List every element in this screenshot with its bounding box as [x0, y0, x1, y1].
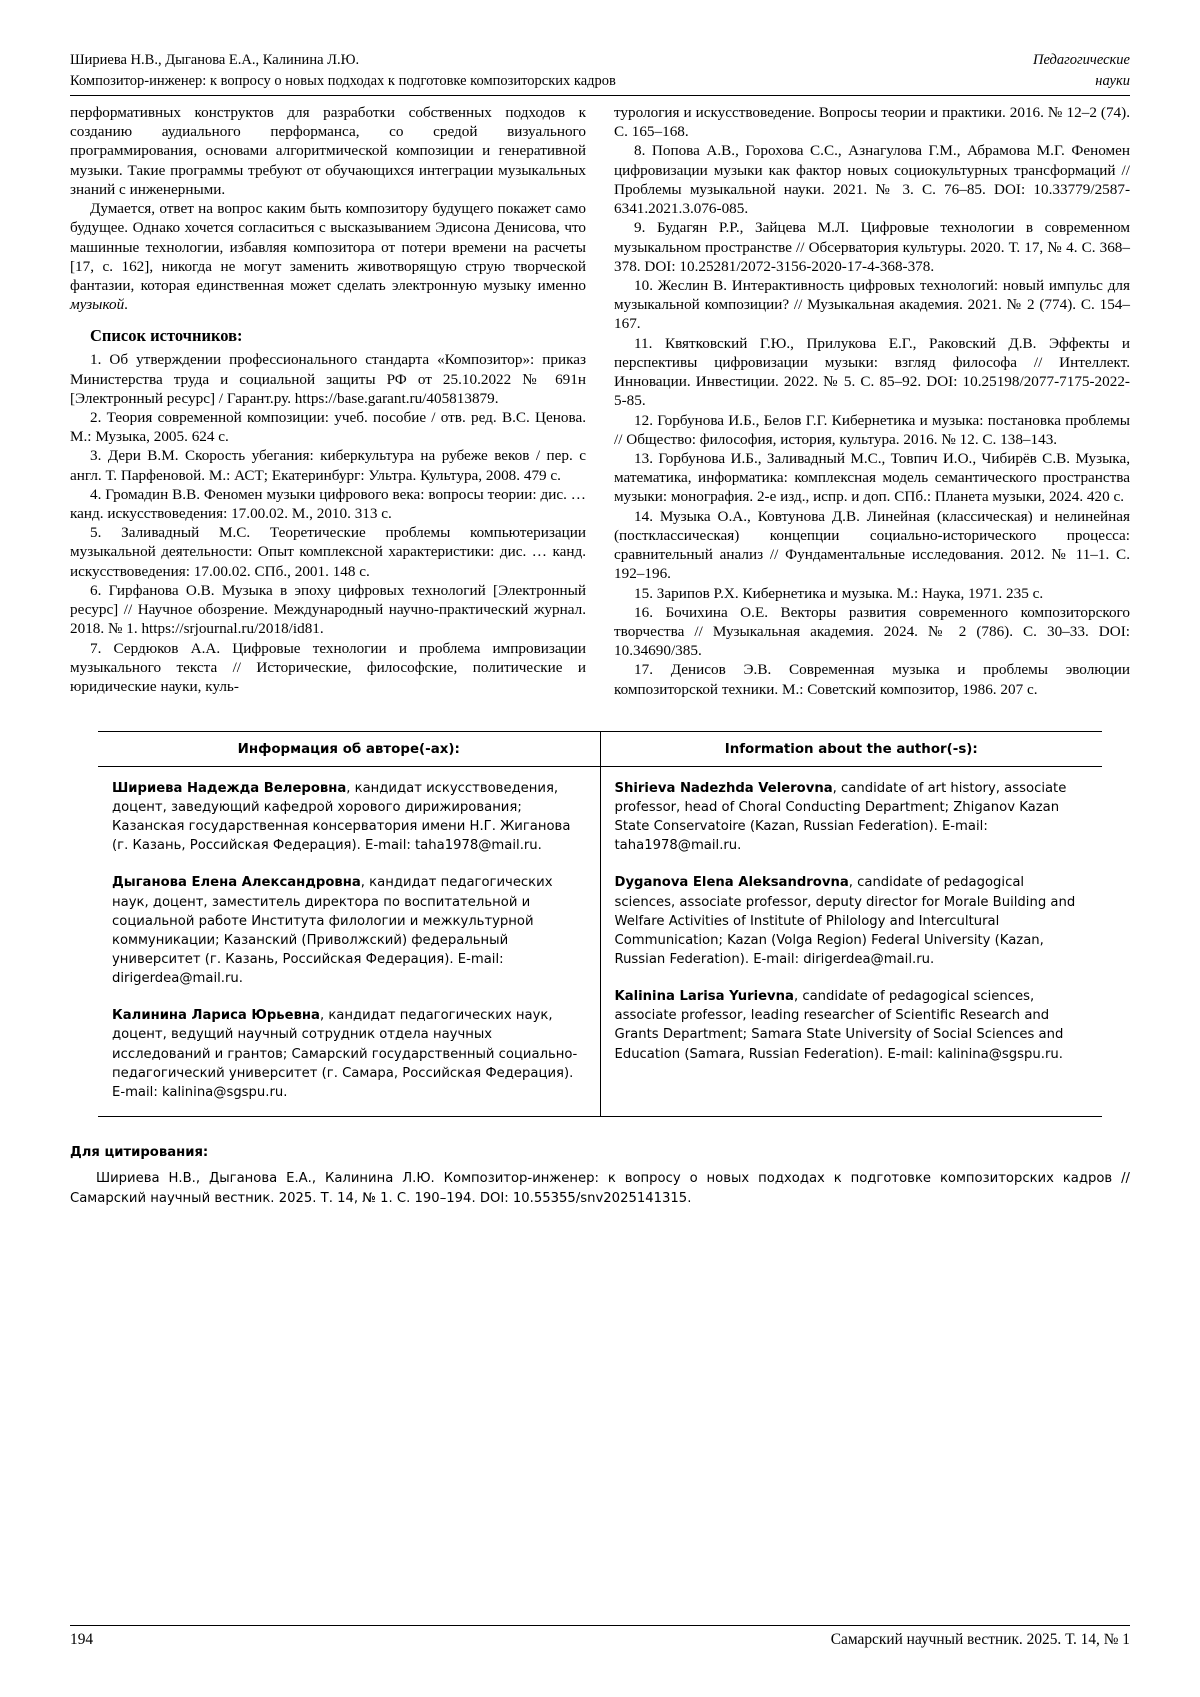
reference-item: 2. Теория современной композиции: учеб. пособие / отв. ред. В.С. Ценова. М.: Музыка, 2005. 624 с. [70, 408, 586, 446]
author-affiliation: , кандидат педагогических наук, доцент, ведущий научный сотрудник отдела научных исследований и грантов; Самарский государственный социально-педагогический университет (г. Самара, Российская Федерация). E-mail: kalinina@sgspu.ru. [112, 1008, 578, 1100]
author-name: Kalinina Larisa Yurievna [614, 989, 794, 1005]
authors-cell-ru [98, 766, 600, 1116]
author-name: Шириева Надежда Велеровна [112, 780, 347, 796]
reference-item: 4. Громадин В.В. Феномен музыки цифрового века: вопросы теории: дис. … канд. искусствоведения: 17.00.02. М., 2010. 313 с. [70, 485, 586, 523]
author-block [112, 873, 584, 988]
conclusion-text-a: Думается, ответ на вопрос каким быть композитору будущего покажет само будущее. Однако хочется согласиться с высказыванием Эдисона Денисова, что машинные технологии, избавляя композитора от потери времени на расчеты [17, с. 162], никогда не могут заменить животворящую струю творческой фантазии, которая единственная может сделать электронную музыку именно [70, 200, 586, 294]
reference-item: 9. Будагян Р.Р., Зайцева М.Л. Цифровые технологии в современном музыкальном пространстве // Обсерватория культуры. 2020. Т. 17, № 4. С. 368–378. DOI: 10.25281/2072-3156-2020-17-4-368-378. [614, 219, 1130, 275]
author-block [615, 873, 1087, 969]
reference-item: 8. Попова А.В., Горохова С.С., Азнагулова Г.М., Абрамова М.Г. Феномен цифровизации музыки как фактор новых социокультурных трансформаций // Проблемы музыкальной науки. 2021. № 3. С. 76–85. DOI: 10.33779/2587-6341.2021.3.076-085. [614, 142, 1130, 218]
reference-item: 6. Гирфанова О.В. Музыка в эпоху цифровых технологий [Электронный ресурс] // Научное обозрение. Международный научно-практический журнал. 2018. № 1. https://srjournal.ru/2018/id81. [70, 581, 586, 638]
running-head-left [70, 50, 854, 92]
page-content [70, 50, 1130, 1208]
paragraph-continued: перформативных конструктов для разработки собственных подходов к созданию аудиального перформанса, со средой визуального программирования, основами алгоритмической композиции и генеративной музыки. Такие программы требуют от обучающихся интеграции музыкальных знаний с инженерными. [70, 104, 586, 198]
author-affiliation: , кандидат искусствоведения, доцент, заведующий кафедрой хорового дирижирования; Казанская государственная консерватория имени Н.Г. Жиганова (г. Казань, Российская Федерация). E-mail: taha1978@mail.ru. [112, 780, 571, 854]
citation-block [70, 1143, 1130, 1208]
running-head-rule [70, 95, 1130, 96]
reference-item: 14. Музыка О.А., Ковтунова Д.В. Линейная (классическая) и нелинейная (постклассическая) концепции социально-исторического процесса: сравнительный анализ // Фундаментальные исследования. 2012. № 11–1. С. 192–196. [614, 507, 1130, 583]
running-head-section-line1: Педагогические [1032, 52, 1130, 68]
conclusion-italic-word: музыкой [70, 296, 125, 314]
reference-item: 1. Об утверждении профессионального стандарта «Композитор»: приказ Министерства труда и социальной защиты РФ от 25.10.2022 № 691н [Электронный ресурс] / Гарант.ру. https://base.garant.ru/405813879. [70, 351, 586, 407]
reference-item: 12. Горбунова И.Б., Белов Г.Г. Кибернетика и музыка: постановка проблемы // Общество: философия, история, культура. 2016. № 12. С. 138–143. [614, 411, 1130, 448]
author-block [112, 1006, 584, 1102]
running-head-authors: Шириева Н.В., Дыганова Е.А., Калинина Л.Ю. [70, 52, 360, 68]
running-head-title: Композитор-инженер: к вопросу о новых подходах к подготовке композиторских кадров [70, 73, 616, 90]
authors-table-body-row [98, 766, 1102, 1116]
reference-item: 10. Жеслин В. Интерактивность цифровых технологий: новый импульс для музыкальной композиции? // Музыкальная академия. 2021. № 2 (774). С. 154–167. [614, 277, 1130, 333]
page-number: 194 [70, 1631, 94, 1648]
page-footer [70, 1625, 1130, 1649]
footer-rule [70, 1625, 1130, 1626]
author-name: Shirieva Nadezhda Velerovna [614, 780, 833, 796]
reference-item: 3. Дери В.М. Скорость убегания: киберкультура на рубеже веков / пер. с англ. Т. Парфеновой. М.: АСТ; Екатеринбург: Ультра. Культура, 2008. 479 с. [70, 447, 586, 484]
citation-text: Шириева Н.В., Дыганова Е.А., Калинина Л.Ю. Композитор-инженер: к вопросу о новых подходах к подготовке композиторских кадров // Самарский научный вестник. 2025. Т. 14, № 1. С. 190–194. DOI: 10.55355/snv2025141315. [70, 1170, 1130, 1206]
author-name: Калинина Лариса Юрьевна [112, 1008, 320, 1024]
author-name: Dyganova Elena Aleksandrovna [614, 875, 849, 891]
author-block [615, 987, 1087, 1064]
author-affiliation: , candidate of pedagogical sciences, associate professor, leading researcher of Scientific Research and Grants Department; Samara State University of Social Sciences and Education (Samara, Russian Federation). E-mail: kalinina@sgspu.ru. [614, 989, 1064, 1062]
reference-item: 16. Бочихина О.Е. Векторы развития современного композиторского творчества // Музыкальная академия. 2024. № 2 (786). С. 30–33. DOI: 10.34690/385. [614, 603, 1130, 660]
reference-item: 5. Заливадный М.С. Теоретические проблемы компьютеризации музыкальной деятельности: Опыт комплексной характеристики: дис. … канд. искусствоведения: 17.00.02. СПб., 2001. 148 с. [70, 524, 586, 580]
running-head-section [876, 50, 1130, 92]
references-heading: Список источников: [90, 326, 243, 346]
running-head-section-line2: науки [1095, 73, 1130, 90]
journal-reference: Самарский научный вестник. 2025. Т. 14, № 1 [830, 1631, 1130, 1648]
reference-item: 11. Квятковский Г.Ю., Прилукова Е.Г., Раковский Д.В. Эффекты и перспективы цифровизации музыки: взгляд философа // Интеллект. Инновации. Инвестиции. 2022. № 5. С. 85–92. DOI: 10.25198/2077-7175-2022-5-85. [614, 334, 1130, 410]
author-affiliation: , candidate of art history, associate professor, head of Choral Conducting Department; Zhiganov Kazan State Conservatoire (Kazan, Russian Federation). E-mail: taha1978@mail.ru. [614, 780, 1067, 854]
authors-cell-en [600, 766, 1102, 1116]
citation-title: Для цитирования: [70, 1144, 209, 1160]
authors-table-header-en: Information about the author(-s): [724, 741, 978, 757]
reference-item-continued: турология и искусствоведение. Вопросы теории и практики. 2016. № 12–2 (74). С. 165–168. [614, 104, 1130, 141]
author-affiliation: , кандидат педагогических наук, доцент, заместитель директора по воспитательной и социальной работе Института филологии и межкультурной коммуникации; Казанский (Приволжский) федеральный университет (г. Казань, Российская Федерация). E-mail: dirigerdea@mail.ru. [112, 875, 553, 987]
authors-table-header-row [98, 731, 1102, 766]
author-affiliation: , candidate of pedagogical sciences, associate professor, deputy director for Morale Building and Welfare Activities of Institute of Philology and Intercultural Communication; Kazan (Volga Region) Federal University (Kazan, Russian Federation). E-mail: dirigerdea@mail.ru. [614, 875, 1076, 967]
reference-item: 7. Сердюков А.А. Цифровые технологии и проблема импровизации музыкального текста // Исторические, философские, политические и юридические науки, куль- [70, 639, 586, 696]
author-name: Дыганова Елена Александровна [112, 875, 361, 891]
author-block [615, 779, 1087, 856]
right-column [614, 103, 1130, 699]
authors-info-table [98, 731, 1102, 1117]
reference-item: 13. Горбунова И.Б., Заливадный М.С., Товпич И.О., Чибирёв С.В. Музыка, математика, информатика: комплексная модель семантического пространства музыки: монография. 2-е изд., испр. и доп. СПб.: Планета музыки, 2024. 420 с. [614, 449, 1130, 506]
left-column [70, 103, 586, 699]
paragraph-conclusion [70, 199, 586, 314]
body-columns [70, 103, 1130, 699]
authors-table-header-ru: Информация об авторе(-ах): [98, 731, 600, 766]
running-head [70, 50, 1130, 96]
reference-item: 17. Денисов Э.В. Современная музыка и проблемы эволюции композиторской техники. М.: Советский композитор, 1986. 207 с. [614, 661, 1130, 698]
conclusion-text-b: . [124, 296, 128, 314]
reference-item: 15. Зарипов Р.Х. Кибернетика и музыка. М.: Наука, 1971. 235 с. [634, 584, 1044, 602]
author-block [112, 779, 584, 856]
